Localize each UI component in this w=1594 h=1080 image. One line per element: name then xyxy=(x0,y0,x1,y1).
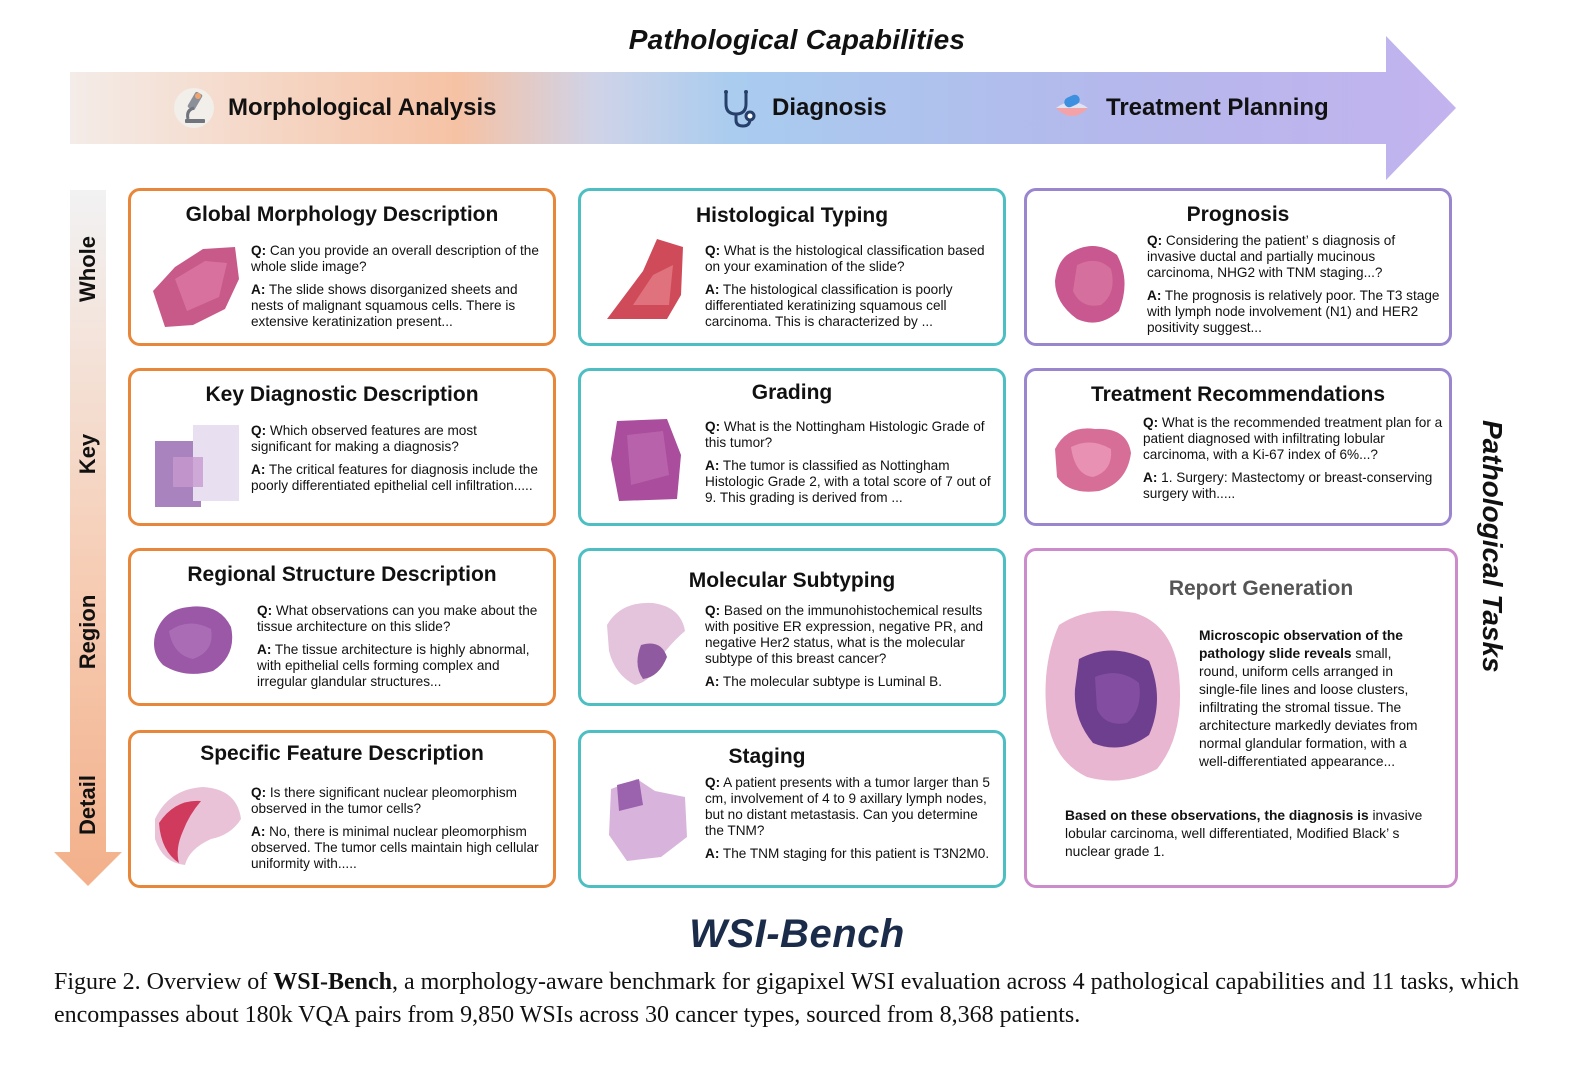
question-text: What is the histological classification based on your examination of the slide? xyxy=(705,243,985,274)
wsi-thumbnail xyxy=(1039,605,1185,783)
answer-text: The slide shows disorganized sheets and nests of malignant squamous cells. There is extensive keratinization present... xyxy=(251,282,518,329)
a-label: A: xyxy=(257,642,272,657)
q-label: Q: xyxy=(705,603,721,618)
caption-text: , a morphology-aware benchmark for gigapixel WSI evaluation across 4 pathological capabilities and 11 tasks, which encompasses about 180k VQA pairs from 9,850 WSIs across 30 cancer types, sourced from 8,368 patients. xyxy=(54,969,1519,1028)
card-title: Molecular Subtyping xyxy=(688,569,896,592)
a-label: A: xyxy=(705,282,720,297)
level-region: Region xyxy=(75,594,100,670)
q-label: Q: xyxy=(251,785,267,800)
observation-text: small, round, uniform cells arranged in single-file lines and loose clusters, infiltrating the stromal tissue. The architecture markedly deviates from normal glandular formation, with a well-differentiated appearance... xyxy=(1199,646,1418,769)
question-text: What observations can you make about the tissue architecture on this slide? xyxy=(257,603,538,634)
qa-block xyxy=(705,419,995,513)
wsi-thumbnail xyxy=(1047,419,1137,499)
figure-caption xyxy=(54,966,1534,1032)
qa-block xyxy=(251,243,541,337)
card-title: Global Morphology Description xyxy=(185,203,499,226)
card-staging xyxy=(578,730,1006,888)
question-text: Considering the patient’ s diagnosis of invasive ductal and partially mucinous carcinoma, NHG2 with TNM staging...? xyxy=(1147,233,1396,280)
capability-label: Diagnosis xyxy=(772,94,887,121)
qa-block xyxy=(705,243,995,337)
caption-bold: WSI-Bench xyxy=(273,969,392,995)
card-title: Prognosis xyxy=(1186,203,1290,226)
wsi-thumbnail xyxy=(607,415,687,505)
q-label: Q: xyxy=(251,243,267,258)
card-treatment-recommendations xyxy=(1024,368,1452,526)
a-label: A: xyxy=(251,282,266,297)
qa-block xyxy=(705,603,995,697)
card-title: Staging xyxy=(728,745,806,768)
card-title: Histological Typing xyxy=(695,204,889,227)
card-regional-structure xyxy=(128,548,556,706)
capability-label: Morphological Analysis xyxy=(228,94,497,121)
answer-text: The tissue architecture is highly abnormal, with epithelial cells forming complex and irregular glandular structures... xyxy=(257,642,530,689)
level-whole: Whole xyxy=(75,236,100,302)
q-label: Q: xyxy=(1143,415,1159,430)
capability-diagnosis xyxy=(716,86,887,130)
question-text: Which observed features are most significant for making a diagnosis? xyxy=(251,423,477,454)
card-molecular-subtyping xyxy=(578,548,1006,706)
question-text: A patient presents with a tumor larger than 5 cm, involvement of 4 to 9 axillary lymph nodes, but no distant metastasis. Can you determine the TNM? xyxy=(705,775,990,838)
report-observation xyxy=(1199,627,1431,771)
card-specific-feature xyxy=(128,730,556,888)
qa-block xyxy=(1143,415,1443,509)
q-label: Q: xyxy=(705,775,721,790)
a-label: A: xyxy=(1143,470,1158,485)
capability-morphological-analysis xyxy=(172,86,497,130)
q-label: Q: xyxy=(251,423,267,438)
question-text: Is there significant nuclear pleomorphism observed in the tumor cells? xyxy=(251,785,517,816)
card-histological-typing xyxy=(578,188,1006,346)
question-text: Can you provide an overall description of the whole slide image? xyxy=(251,243,539,274)
card-title: Regional Structure Description xyxy=(187,563,497,586)
card-report-generation xyxy=(1024,548,1458,888)
wsi-thumbnail xyxy=(149,417,243,513)
report-diagnosis xyxy=(1065,807,1435,861)
card-title: Report Generation xyxy=(1168,577,1354,600)
caption-prefix: Figure 2. Overview of xyxy=(54,969,274,995)
pathological-tasks-label: Pathological Tasks xyxy=(1477,420,1508,673)
wsi-thumbnail xyxy=(149,779,245,871)
level-key: Key xyxy=(75,433,100,475)
qa-block xyxy=(1147,233,1443,343)
wsi-thumbnail xyxy=(603,775,693,865)
answer-text: The histological classification is poorly differentiated keratinizing squamous cell carcinoma. This is characterized by ... xyxy=(705,282,953,329)
q-label: Q: xyxy=(257,603,273,618)
a-label: A: xyxy=(705,674,720,689)
pill-icon xyxy=(1050,86,1094,130)
question-text: What is the Nottingham Histologic Grade of this tumor? xyxy=(705,419,985,450)
diagnosis-lead: Based on these observations, the diagnosis is xyxy=(1065,808,1369,823)
answer-text: The molecular subtype is Luminal B. xyxy=(722,674,943,689)
card-title: Grading xyxy=(751,381,833,404)
question-text: What is the recommended treatment plan for a patient diagnosed with infiltrating lobular carcinoma, with a Ki-67 index of 6%...? xyxy=(1143,415,1443,462)
qa-block xyxy=(257,603,547,697)
qa-block xyxy=(251,785,541,879)
wsi-thumbnail xyxy=(149,601,239,681)
answer-text: The prognosis is relatively poor. The T3 stage with lymph node involvement (N1) and HER2 positivity suggest... xyxy=(1147,288,1440,335)
brand-title: WSI-Bench xyxy=(689,912,905,956)
level-detail: Detail xyxy=(75,775,100,835)
card-title: Specific Feature Description xyxy=(200,742,484,765)
observation-lead: Microscopic observation of the pathology slide reveals xyxy=(1199,628,1403,661)
answer-text: The critical features for diagnosis include the poorly differentiated epithelial cell infiltration..... xyxy=(251,462,538,493)
a-label: A: xyxy=(705,458,720,473)
answer-text: No, there is minimal nuclear pleomorphism observed. The tumor cells maintain high cellular uniformity with..... xyxy=(251,824,539,871)
card-grading xyxy=(578,368,1006,526)
qa-block xyxy=(251,423,541,501)
answer-text: 1. Surgery: Mastectomy or breast-conserving surgery with..... xyxy=(1143,470,1433,501)
card-title: Treatment Recommendations xyxy=(1090,383,1386,406)
answer-text: The tumor is classified as Nottingham Histologic Grade 2, with a total score of 7 out of 9. This grading is derived from ... xyxy=(705,458,991,505)
wsi-thumbnail xyxy=(1047,235,1133,331)
qa-block xyxy=(705,775,995,869)
capability-treatment-planning xyxy=(1050,86,1329,130)
wsi-thumbnail xyxy=(601,595,691,691)
card-prognosis xyxy=(1024,188,1452,346)
capability-label: Treatment Planning xyxy=(1106,94,1329,121)
q-label: Q: xyxy=(705,419,721,434)
question-text: Based on the immunohistochemical results with positive ER expression, negative PR, and negative Her2 status, what is the molecular subtype of this breast cancer? xyxy=(705,603,984,666)
a-label: A: xyxy=(1147,288,1162,303)
q-label: Q: xyxy=(705,243,721,258)
card-title: Key Diagnostic Description xyxy=(205,383,479,406)
diagnosis-text: invasive lobular carcinoma, well differentiated, Modified Black’ s nuclear grade 1. xyxy=(1065,808,1423,859)
a-label: A: xyxy=(251,824,266,839)
wsi-thumbnail xyxy=(145,239,245,335)
card-key-diagnostic xyxy=(128,368,556,526)
a-label: A: xyxy=(251,462,266,477)
q-label: Q: xyxy=(1147,233,1163,248)
microscope-icon xyxy=(172,86,216,130)
header-title: Pathological Capabilities xyxy=(628,24,966,55)
a-label: A: xyxy=(705,846,720,861)
card-global-morphology xyxy=(128,188,556,346)
answer-text: The TNM staging for this patient is T3N2M0. xyxy=(722,846,990,861)
wsi-thumbnail xyxy=(603,235,689,325)
stethoscope-icon xyxy=(716,86,760,130)
